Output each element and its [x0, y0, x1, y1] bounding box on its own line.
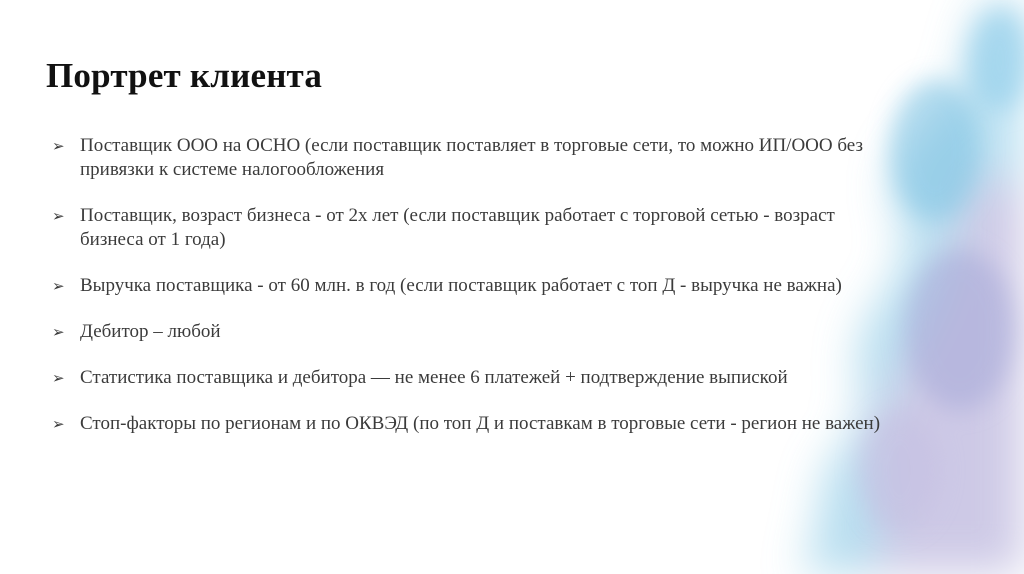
list-item: [52, 366, 882, 390]
bullet-text: Дебитор – любой: [80, 321, 221, 342]
arrow-bullet-icon: ➢: [52, 369, 65, 387]
list-item: [52, 412, 882, 436]
list-item: [52, 274, 882, 298]
slide-title: Портрет клиента: [46, 56, 323, 95]
arrow-bullet-icon: ➢: [52, 277, 65, 295]
bullet-text: Статистика поставщика и дебитора — не менее 6 платежей + подтверждение выпиской: [80, 367, 788, 388]
bullet-text: Поставщик, возраст бизнеса - от 2х лет (если поставщик работает с торговой сетью - возраст бизнеса от 1 года): [80, 205, 835, 250]
bullet-text: Выручка поставщика - от 60 млн. в год (если поставщик работает с топ Д - выручка не важна): [80, 275, 842, 296]
bullet-text: Поставщик ООО на ОСНО (если поставщик поставляет в торговые сети, то можно ИП/ООО без привязки к системе налогообложения: [80, 135, 863, 180]
arrow-bullet-icon: ➢: [52, 207, 65, 225]
list-item: [52, 134, 882, 182]
list-item: [52, 320, 882, 344]
arrow-bullet-icon: ➢: [52, 415, 65, 433]
arrow-bullet-icon: ➢: [52, 137, 65, 155]
bullet-text: Стоп-факторы по регионам и по ОКВЭД (по топ Д и поставкам в торговые сети - регион не важен): [80, 413, 881, 434]
list-item: [52, 204, 882, 252]
arrow-bullet-icon: ➢: [52, 323, 65, 341]
bullet-list: [52, 134, 882, 458]
